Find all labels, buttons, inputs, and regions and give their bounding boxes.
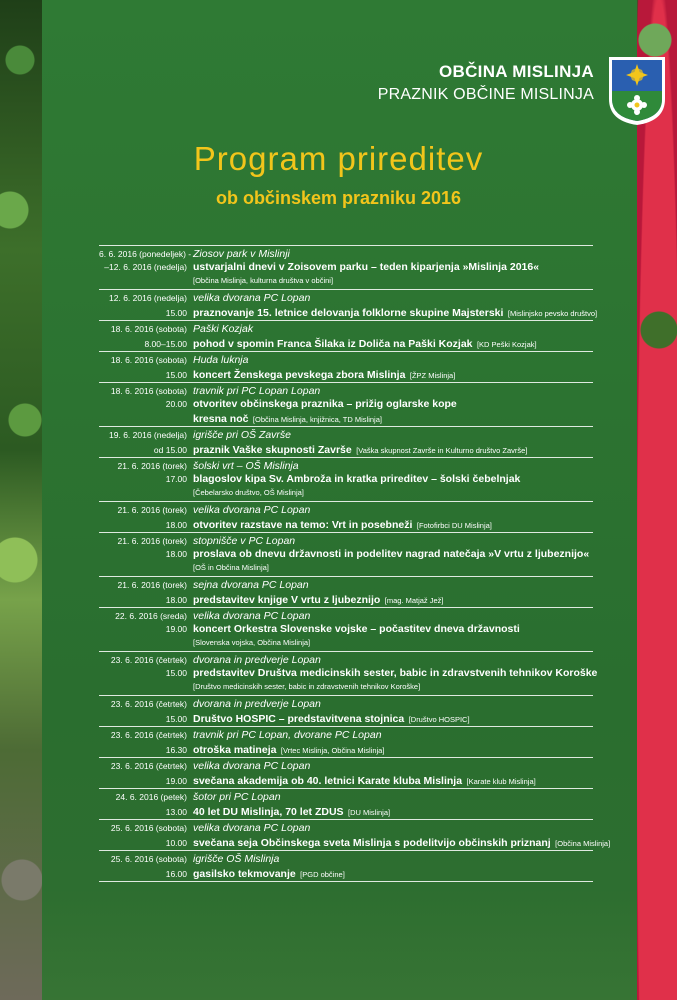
page-subtitle: ob občinskem prazniku 2016	[215, 188, 462, 208]
list-item	[99, 458, 593, 502]
event-date: 18. 6. 2016 (sobota)	[110, 386, 187, 396]
event-time: 15.00	[165, 308, 187, 318]
event-name-cont: kresna noč	[193, 413, 249, 425]
holiday-name: PRAZNIK OBČINE MISLINJA	[377, 86, 594, 103]
list-item	[99, 652, 598, 696]
event-date: 19. 6. 2016 (nedelja)	[109, 430, 187, 440]
event-time: 10.00	[165, 838, 187, 848]
event-date: 22. 6. 2016 (sreda)	[115, 611, 187, 621]
event-venue: travnik pri PC Lopan, dvorane PC Lopan	[193, 729, 382, 741]
event-venue: Ziosov park v Mislinji	[193, 248, 290, 260]
event-venue: velika dvorana PC Lopan	[193, 610, 311, 622]
event-organizer: [Fotofirbci DU Mislinja]	[416, 521, 492, 530]
event-venue: velika dvorana PC Lopan	[193, 504, 311, 516]
program-list	[99, 245, 611, 882]
event-organizer: [OŠ in Občina Mislinja]	[193, 563, 269, 572]
event-time: 8.00–15.00	[144, 339, 187, 349]
event-venue: velika dvorana PC Lopan	[193, 292, 311, 304]
event-name: koncert Ženskega pevskega zbora Mislinja	[193, 369, 406, 381]
event-organizer: [mag. Matjaž Jež]	[384, 596, 444, 605]
event-name: praznovanje 15. letnice delovanja folklorne skupine Majsterski	[193, 307, 504, 319]
header	[378, 62, 594, 104]
list-item	[99, 427, 593, 458]
event-date-end: –12. 6. 2016 (nedelja)	[104, 262, 187, 272]
event-name: blagoslov kipa Sv. Ambroža in kratka prireditev – šolski čebelnjak	[193, 473, 521, 485]
list-item	[99, 696, 593, 727]
event-time: od 15.00	[153, 445, 187, 455]
event-venue: Paški Kozjak	[193, 323, 254, 335]
event-name: praznik Vaške skupnosti Završe	[193, 444, 352, 456]
event-organizer: [Karate klub Mislinja]	[466, 777, 536, 786]
event-time: 18.00	[165, 520, 187, 530]
event-venue: Huda luknja	[193, 354, 249, 366]
event-date: 18. 6. 2016 (sobota)	[110, 324, 187, 334]
event-name: ustvarjalni dnevi v Zoisovem parku – teden kiparjenja »Mislinja 2016«	[193, 261, 540, 273]
event-time: 13.00	[165, 807, 187, 817]
event-venue: dvorana in predverje Lopan	[193, 654, 321, 666]
event-organizer: [Čebelarsko društvo, OŠ Mislinja]	[193, 488, 304, 497]
event-venue: šotor pri PC Lopan	[193, 791, 281, 803]
event-organizer: [KD Peški Kozjak]	[476, 340, 537, 349]
event-organizer: [Slovenska vojska, Občina Mislinja]	[193, 638, 311, 647]
event-organizer: [Mislinjsko pevsko društvo]	[507, 309, 598, 318]
event-name: 40 let DU Mislinja, 70 let ZDUS	[193, 806, 344, 818]
event-time: 17.00	[165, 474, 187, 484]
event-venue: stopnišče v PC Lopan	[193, 535, 296, 547]
event-venue: igrišče OŠ Mislinja	[193, 853, 280, 865]
event-date: 25. 6. 2016 (sobota)	[110, 823, 187, 833]
event-name: svečana akademija ob 40. letnici Karate kluba Mislinja	[193, 775, 463, 787]
event-name: gasilsko tekmovanje	[193, 868, 296, 880]
list-item	[99, 608, 593, 652]
event-name: svečana seja Občinskega sveta Mislinja s podelitvijo občinskih priznanj	[193, 837, 551, 849]
page-title: Program prireditev	[193, 140, 484, 177]
event-name: otvoritev občinskega praznika – prižig oglarske kope	[193, 398, 457, 410]
event-organizer: [Vrtec Mislinja, Občina Mislinja]	[280, 746, 385, 755]
event-name: Društvo HOSPIC – predstavitvena stojnica	[193, 713, 405, 725]
list-item	[99, 758, 593, 789]
event-venue: dvorana in predverje Lopan	[193, 698, 321, 710]
event-date: 23. 6. 2016 (četrtek)	[110, 699, 187, 709]
event-organizer: [Občina Mislinja, kulturna društva v občini]	[193, 276, 334, 285]
list-item	[99, 851, 593, 882]
municipality-name: OBČINA MISLINJA	[439, 62, 594, 81]
list-item	[99, 502, 593, 533]
event-organizer: [DU Mislinja]	[348, 808, 391, 817]
event-venue: šolski vrt – OŠ Mislinja	[193, 460, 299, 472]
event-venue: velika dvorana PC Lopan	[193, 760, 311, 772]
event-time: 18.00	[165, 595, 187, 605]
event-venue: travnik pri PC Lopan Lopan	[193, 385, 321, 397]
event-name: predstavitev knjige V vrtu z ljubeznijo	[193, 594, 381, 606]
event-date: 23. 6. 2016 (četrtek)	[110, 730, 187, 740]
event-venue: velika dvorana PC Lopan	[193, 822, 311, 834]
event-date: 23. 6. 2016 (četrtek)	[110, 655, 187, 665]
event-name: predstavitev Društva medicinskih sester, babic in zdravstvenih tehnikov Koroške	[193, 667, 598, 679]
event-organizer: [Vaška skupnost Završe in Kulturno društvo Završe]	[356, 446, 528, 455]
event-date: 23. 6. 2016 (četrtek)	[110, 761, 187, 771]
event-time: 20.00	[165, 399, 187, 409]
event-venue: sejna dvorana PC Lopan	[193, 579, 309, 591]
event-time: 15.00	[165, 714, 187, 724]
event-date: 24. 6. 2016 (petek)	[115, 792, 187, 802]
event-date: 18. 6. 2016 (sobota)	[110, 355, 187, 365]
event-organizer: [Občina Mislinja, knjižnica, TD Mislinja]	[252, 415, 382, 424]
event-name: pohod v spomin Franca Šilaka iz Doliča na Paški Kozjak	[193, 338, 473, 350]
event-organizer: [Društvo medicinskih sester, babic in zdravstvenih tehnikov Koroške]	[193, 682, 421, 691]
event-date: 25. 6. 2016 (sobota)	[110, 854, 187, 864]
event-organizer: [PGD občine]	[300, 870, 345, 879]
event-time: 16.30	[165, 745, 187, 755]
event-name: koncert Orkestra Slovenske vojske – počastitev dneva državnosti	[193, 623, 520, 635]
list-item	[99, 321, 593, 352]
event-organizer: [ŽPZ Mislinja]	[409, 371, 456, 380]
event-date: 21. 6. 2016 (torek)	[117, 580, 187, 590]
event-name: otvoritev razstave na temo: Vrt in posebneži	[193, 519, 413, 531]
event-time: 19.00	[165, 776, 187, 786]
event-date: 21. 6. 2016 (torek)	[117, 536, 187, 546]
event-date: 6. 6. 2016 (ponedeljek) -	[99, 249, 192, 259]
event-time: 18.00	[165, 549, 187, 559]
list-item	[99, 352, 593, 383]
coat-of-arms-icon	[607, 55, 667, 127]
event-date: 21. 6. 2016 (torek)	[117, 461, 187, 471]
event-time: 16.00	[165, 869, 187, 879]
event-name: proslava ob dnevu državnosti in podelitev nagrad natečaja »V vrtu z ljubeznijo«	[193, 548, 590, 560]
event-date: 12. 6. 2016 (nedelja)	[109, 293, 187, 303]
event-venue: igrišče pri OŠ Završe	[193, 429, 292, 441]
event-organizer: [Občina Mislinja]	[555, 839, 611, 848]
event-time: 19.00	[165, 624, 187, 634]
event-name: otroška matineja	[193, 744, 277, 756]
event-time: 15.00	[165, 668, 187, 678]
list-item	[99, 820, 611, 851]
list-item	[99, 577, 593, 608]
event-date: 21. 6. 2016 (torek)	[117, 505, 187, 515]
list-item	[99, 290, 598, 321]
event-organizer: [Društvo HOSPIC]	[408, 715, 470, 724]
list-item	[99, 727, 593, 758]
list-item	[99, 383, 593, 427]
list-item	[99, 533, 593, 577]
list-item	[99, 789, 593, 820]
list-item	[99, 246, 593, 290]
event-time: 15.00	[165, 370, 187, 380]
